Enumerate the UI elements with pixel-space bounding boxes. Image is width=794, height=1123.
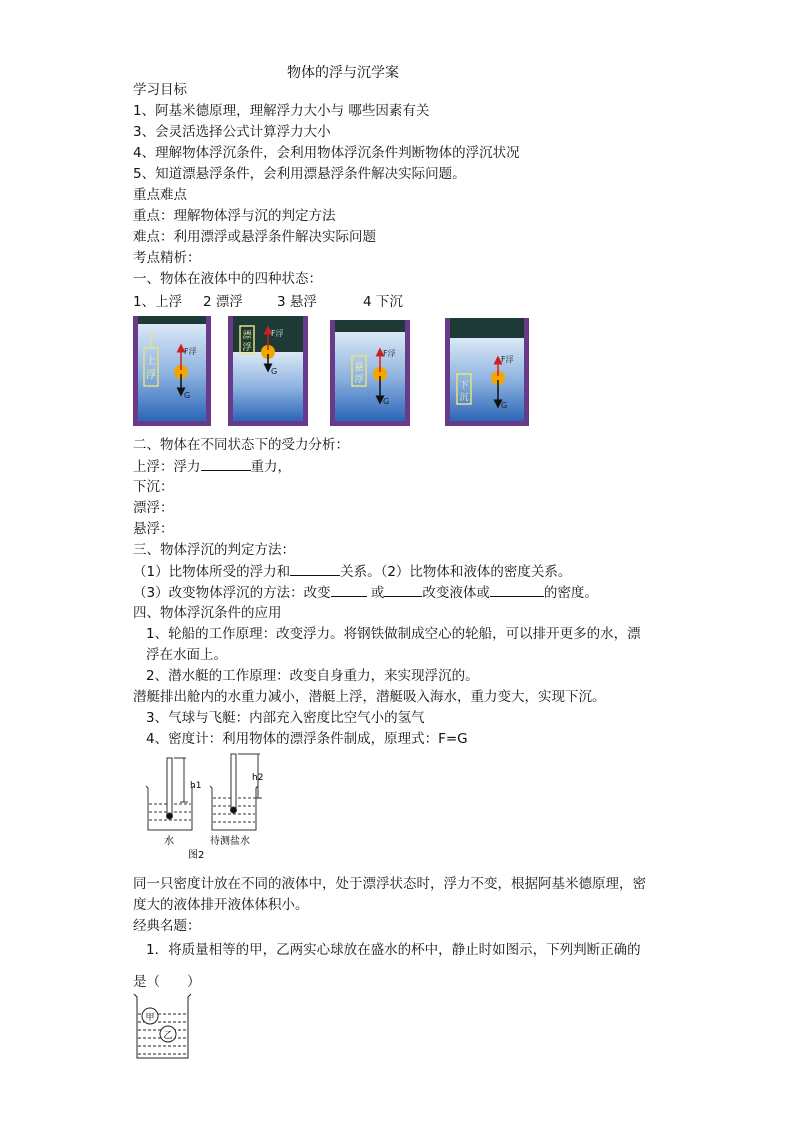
svg-text:图2: 图2 (188, 850, 205, 861)
force-float: 漂浮： (133, 500, 174, 516)
submarine-detail: 潜艇排出舱内的水重力减小，潜艇上浮，潜艇吸入海水，重力变大，实现下沉。 (133, 689, 606, 705)
svg-text:甲: 甲 (145, 1013, 155, 1023)
section2-heading: 二、物体在不同状态下的受力分析： (133, 437, 349, 453)
tank-floating (228, 316, 308, 426)
question-1: 1．将质量相等的甲，乙两实心球放在盛水的杯中，静止时如图示，下列判断正确的 (146, 942, 641, 958)
goals-heading: 学习目标 (133, 82, 187, 98)
svg-text:G: G (501, 401, 508, 410)
tank-label: 浮 (146, 370, 156, 381)
goal-item: 4、理解物体浮沉条件，会利用物体浮沉条件判断物体的浮沉状况 (133, 145, 520, 161)
state-label: 1、上浮 (133, 294, 183, 310)
svg-text:F浮: F浮 (383, 349, 396, 358)
ship-principle: 1、轮船的工作原理：改变浮力。将钢铁做制成空心的轮船，可以排开更多的水，漂 (146, 626, 641, 642)
difficult-point: 难点：利用漂浮或悬浮条件解决实际问题 (133, 229, 376, 245)
svg-text:F浮: F浮 (501, 355, 514, 364)
svg-text:漂: 漂 (242, 331, 252, 341)
answer-blank[interactable] (384, 582, 422, 597)
svg-text:浮: 浮 (354, 375, 364, 385)
svg-text:悬: 悬 (354, 363, 364, 373)
tank-label: 上 (146, 356, 156, 367)
state-label: 3 悬浮 (277, 294, 317, 310)
hydrometer-figure (140, 752, 280, 862)
answer-blank[interactable] (201, 456, 251, 471)
method-1: （1）比物体所受的浮力和 关系。（2）比物体和液体的密度关系。 (133, 561, 571, 582)
svg-text:乙: 乙 (163, 1031, 173, 1041)
analysis-heading: 考点精析： (133, 250, 201, 266)
svg-text:水: 水 (164, 836, 174, 847)
svg-text:h1: h1 (190, 781, 202, 791)
key-point: 重点：理解物体浮与沉的判定方法 (133, 208, 336, 224)
state-label: 4 下沉 (363, 294, 403, 310)
hydrometer-conclusion: 同一只密度计放在不同的液体中，处于漂浮状态时，浮力不变，根据阿基米德原理，密 (133, 876, 646, 892)
svg-text:F浮: F浮 (184, 347, 197, 356)
goal-item: 5、知道漂悬浮条件，会利用漂悬浮条件解决实际问题。 (133, 166, 466, 182)
svg-text:F浮: F浮 (271, 329, 284, 338)
svg-text:待测盐水: 待测盐水 (210, 836, 250, 847)
svg-text:G: G (271, 367, 278, 376)
answer-blank[interactable] (290, 561, 340, 576)
tank-suspended (330, 320, 410, 426)
tank-sinking (445, 318, 529, 426)
svg-text:沉: 沉 (459, 393, 469, 403)
classic-heading: 经典名题： (133, 918, 201, 934)
section4-heading: 四、物体浮沉条件的应用 (133, 605, 282, 621)
section1-heading: 一、物体在液体中的四种状态： (133, 271, 322, 287)
answer-blank[interactable] (490, 582, 544, 597)
method-3: （3）改变物体浮沉的方法：改变 或 改变液体或 的密度。 (133, 582, 598, 603)
force-rise: 上浮：浮力 重力， (133, 456, 291, 477)
section3-heading: 三、物体浮沉的判定方法： (133, 542, 295, 558)
tank-rising (133, 316, 211, 426)
force-suspend: 悬浮： (133, 521, 174, 537)
goal-item: 1、阿基米德原理，理解浮力大小与 哪些因素有关 (133, 103, 430, 119)
svg-text:下: 下 (459, 381, 469, 391)
submarine-principle: 2、潜水艇的工作原理：改变自身重力，来实现浮沉的。 (146, 668, 479, 684)
svg-text:h2: h2 (252, 773, 264, 783)
key-heading: 重点难点 (133, 187, 187, 203)
cup (134, 994, 191, 1058)
hydrometer-conclusion-cont: 度大的液体排开液体体积小。 (133, 897, 309, 913)
hydrometer-bulb (167, 813, 173, 819)
question-1-figure (132, 992, 202, 1064)
balloon-principle: 3、气球与飞艇：内部充入密度比空气小的氢气 (146, 710, 425, 726)
four-states-figure (0, 312, 794, 432)
goal-item: 3、会灵活选择公式计算浮力大小 (133, 124, 331, 140)
answer-blank[interactable] (331, 582, 367, 597)
svg-text:G: G (184, 391, 191, 400)
svg-text:G: G (383, 397, 390, 406)
page-title: 物体的浮与沉学案 (287, 65, 399, 81)
state-label: 2 漂浮 (203, 294, 243, 310)
ship-principle-cont: 浮在水面上。 (146, 647, 227, 663)
hydrometer-principle: 4、密度计：利用物体的漂浮条件制成，原理式：F=G (146, 731, 468, 747)
question-1-cont: 是（ ） (133, 974, 201, 990)
svg-text:浮: 浮 (242, 343, 252, 353)
force-sink: 下沉： (133, 479, 174, 495)
